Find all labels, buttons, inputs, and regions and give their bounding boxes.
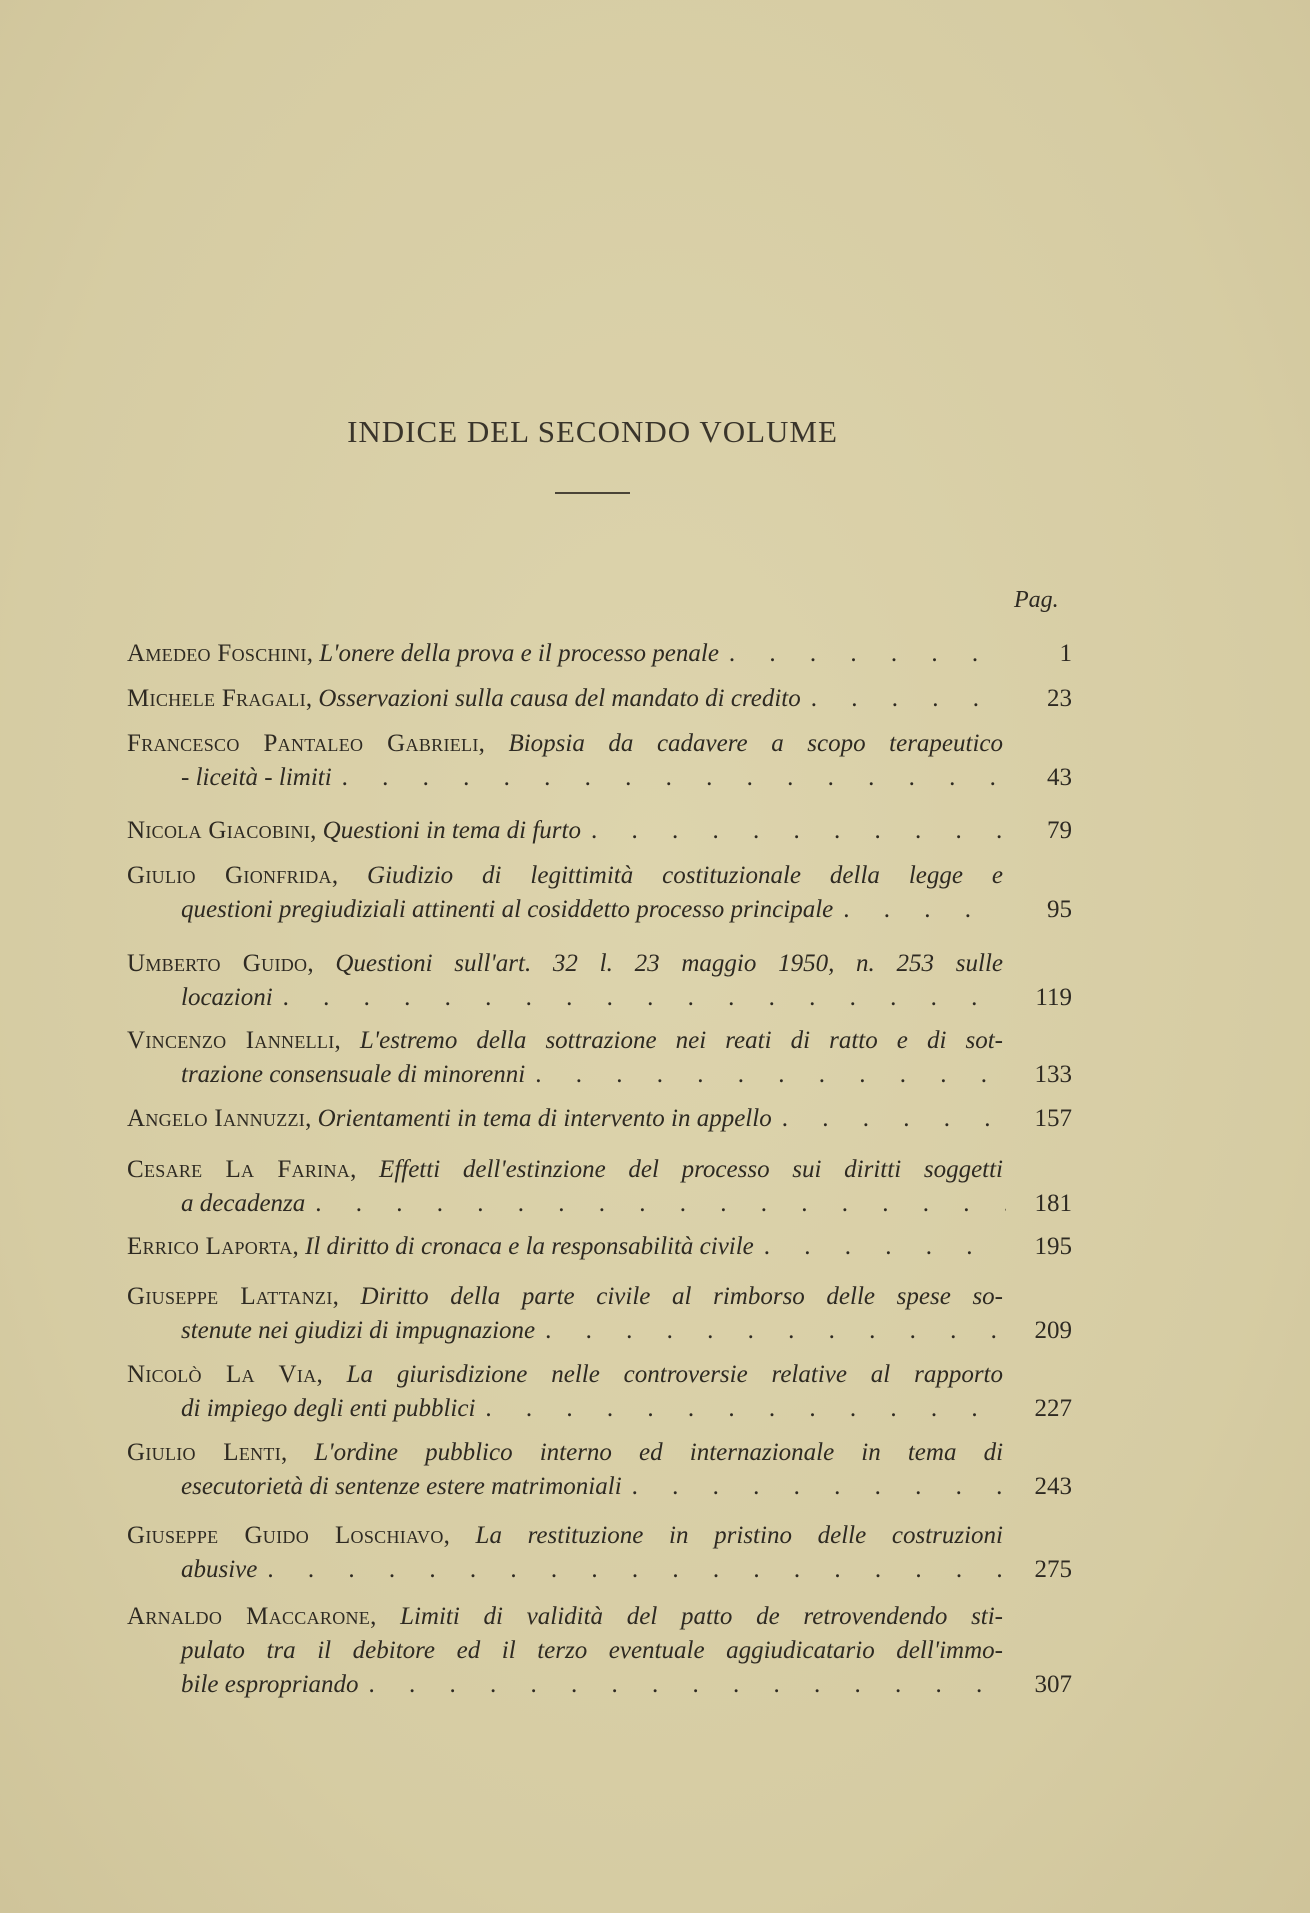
toc-entry — [127, 1600, 1072, 1702]
toc-line-text — [181, 1314, 535, 1348]
toc-entry — [127, 637, 1072, 671]
entry-page-number: 1 — [1059, 640, 1072, 667]
toc-line-text — [181, 1553, 257, 1587]
entry-author: Giulio Gionfrida — [127, 862, 332, 889]
entry-title: L'estremo della sottrazione nei reati di ratto e di sot- — [359, 1027, 1003, 1054]
entry-title: Diritto della parte civile al rimborso delle spese so- — [360, 1283, 1004, 1310]
entry-title: Orientamenti in tema di intervento in appello — [317, 1105, 772, 1132]
dot-leader — [485, 1392, 1006, 1426]
toc-line-text — [181, 761, 332, 795]
dot-leader — [843, 893, 1006, 927]
entry-page-number: 227 — [1034, 1395, 1072, 1422]
toc-line-text — [181, 1668, 359, 1702]
entry-author: Umberto Guido — [127, 950, 308, 977]
entry-author: Giuseppe Guido Loschiavo — [127, 1522, 444, 1549]
entry-author: Vincenzo Iannelli — [127, 1027, 335, 1054]
entry-author: Cesare La Farina — [127, 1156, 351, 1183]
dot-leader — [591, 814, 1006, 848]
toc-line-text — [181, 1187, 305, 1221]
toc-entry — [127, 682, 1072, 716]
entry-title: pulato tra il debitore ed il terzo eventuale aggiudicatario dell'immo- — [181, 1637, 1003, 1664]
dot-leader — [632, 1470, 1006, 1504]
entry-author: Angelo Iannuzzi — [127, 1105, 306, 1132]
entry-title: abusive — [181, 1556, 258, 1583]
entry-page-number: 275 — [1034, 1556, 1072, 1583]
toc-line-text: Michele Fragali, Osservazioni sulla causa del mandato di credito — [127, 685, 801, 712]
toc-line-text: Nicolò La Via, La giurisdizione nelle controversie relative al rapporto — [127, 1361, 1003, 1388]
toc-entry — [127, 1358, 1072, 1426]
entry-page-number: 119 — [1035, 984, 1072, 1011]
toc-line-text: Errico Laporta, Il diritto di cronaca e la responsabilità civile — [127, 1233, 754, 1260]
dot-leader — [369, 1668, 1006, 1702]
dot-leader — [782, 1102, 1006, 1136]
entry-page-number: 43 — [1047, 764, 1072, 791]
toc-line — [127, 1358, 1003, 1392]
entry-title: La giurisdizione nelle controversie relative al rapporto — [346, 1361, 1003, 1388]
toc-line — [127, 814, 1072, 848]
dot-leader — [267, 1553, 1006, 1587]
page-title: INDICE DEL SECONDO VOLUME — [347, 414, 838, 449]
toc-line-text: Giulio Gionfrida, Giudizio di legittimità costituzionale della legge e — [127, 862, 1004, 889]
toc-line — [127, 1314, 1072, 1348]
toc-line-text: Francesco Pantaleo Gabrieli, Biopsia da cadavere a scopo terapeutico — [127, 730, 1004, 757]
toc-line — [127, 1519, 1003, 1553]
toc-line — [127, 1024, 1003, 1058]
toc-entry — [127, 1024, 1072, 1092]
entry-page-number: 195 — [1034, 1233, 1072, 1260]
toc-line — [127, 727, 1003, 761]
toc-line-text — [181, 1058, 525, 1092]
toc-line — [127, 1392, 1072, 1426]
entry-author: Errico Laporta — [127, 1233, 293, 1260]
entry-author: Arnaldo Maccarone — [127, 1603, 371, 1630]
entry-title: stenute nei giudizi di impugnazione — [181, 1317, 536, 1344]
entry-author: Amedeo Foschini — [127, 640, 307, 667]
entry-page-number: 23 — [1047, 685, 1072, 712]
toc-line — [127, 1153, 1003, 1187]
dot-leader — [764, 1230, 1006, 1264]
entry-author: Francesco Pantaleo Gabrieli — [127, 730, 479, 757]
entry-title: Biopsia da cadavere a scopo terapeutico — [508, 730, 1004, 757]
entry-title: Questioni in tema di furto — [322, 817, 581, 844]
toc-line — [127, 637, 1072, 671]
entry-page-number: 307 — [1034, 1671, 1072, 1698]
toc-line-text: Cesare La Farina, Effetti dell'estinzione del processo sui diritti soggetti — [127, 1156, 1004, 1183]
toc-line — [127, 761, 1072, 795]
toc-entry — [127, 1519, 1072, 1587]
toc-line-text — [181, 1392, 475, 1426]
toc-line-text — [181, 1470, 622, 1504]
entry-page-number: 79 — [1047, 817, 1072, 844]
toc-line — [127, 682, 1072, 716]
entry-title: Il diritto di cronaca e la responsabilità civile — [305, 1233, 754, 1260]
entry-author: Nicolò La Via — [127, 1361, 317, 1388]
toc-line-text: Nicola Giacobini, Questioni in tema di furto — [127, 817, 581, 844]
toc-line-text: Umberto Guido, Questioni sull'art. 32 l. 23 maggio 1950, n. 253 sulle — [127, 950, 1004, 977]
dot-leader — [811, 682, 1006, 716]
toc-line — [127, 1230, 1072, 1264]
toc-line — [127, 981, 1072, 1015]
dot-leader — [729, 637, 1006, 671]
entry-author: Giuseppe Lattanzi — [127, 1283, 333, 1310]
entry-title: Effetti dell'estinzione del processo sui diritti soggetti — [379, 1156, 1004, 1183]
entry-title: Questioni sull'art. 32 l. 23 maggio 1950, n. 253 sulle — [335, 950, 1004, 977]
toc-line — [127, 1280, 1003, 1314]
toc-line-text: Giuseppe Guido Loschiavo, La restituzione in pristino delle costruzioni — [127, 1522, 1003, 1549]
toc-entry — [127, 1436, 1072, 1504]
entry-title: Osservazioni sulla causa del mandato di credito — [318, 685, 801, 712]
dot-leader — [545, 1314, 1006, 1348]
entry-page-number: 209 — [1034, 1317, 1072, 1344]
toc-line — [127, 1102, 1072, 1136]
entry-author: Giulio Lenti — [127, 1439, 282, 1466]
toc-line-text: Vincenzo Iannelli, L'estremo della sottrazione nei reati di ratto e di sot- — [127, 1027, 1003, 1054]
entry-title: esecutorietà di sentenze estere matrimoniali — [181, 1473, 622, 1500]
toc-line-text: Amedeo Foschini, L'onere della prova e il processo penale — [127, 640, 719, 667]
entry-page-number: 243 — [1034, 1473, 1072, 1500]
toc-line — [127, 1553, 1072, 1587]
toc-line — [127, 1436, 1003, 1470]
entry-page-number: 157 — [1034, 1105, 1072, 1132]
entry-title: Limiti di validità del patto de retrovendendo sti- — [400, 1603, 1004, 1630]
toc-line-text — [181, 1637, 1003, 1664]
toc-line — [127, 1058, 1072, 1092]
entry-author: Nicola Giacobini — [127, 817, 311, 844]
toc-line — [127, 859, 1003, 893]
dot-leader — [283, 981, 1006, 1015]
entry-title: trazione consensuale di minorenni — [181, 1061, 526, 1088]
title-divider — [555, 492, 630, 494]
dot-leader — [315, 1187, 1006, 1221]
entry-title: locazioni — [181, 984, 273, 1011]
toc-entry — [127, 1230, 1072, 1264]
toc-entry — [127, 1153, 1072, 1221]
toc-line-text: Angelo Iannuzzi, Orientamenti in tema di intervento in appello — [127, 1105, 772, 1132]
entry-title: L'ordine pubblico interno ed internazionale in tema di — [314, 1439, 1004, 1466]
toc-line-text: Arnaldo Maccarone, Limiti di validità del patto de retrovendendo sti- — [127, 1603, 1004, 1630]
entry-title: a decadenza — [181, 1190, 306, 1217]
entry-title: bile espropriando — [181, 1671, 359, 1698]
toc-entry — [127, 814, 1072, 848]
toc-line-text — [181, 981, 273, 1015]
toc-line — [127, 1668, 1072, 1702]
toc-line — [127, 1634, 1003, 1668]
toc-line — [127, 1600, 1003, 1634]
toc-entry — [127, 1102, 1072, 1136]
toc-line-text — [181, 893, 833, 927]
toc-entry — [127, 859, 1072, 927]
toc-line — [127, 893, 1072, 927]
toc-entry — [127, 1280, 1072, 1348]
entry-title: L'onere della prova e il processo penale — [319, 640, 719, 667]
entry-page-number: 133 — [1034, 1061, 1072, 1088]
entry-page-number: 181 — [1034, 1190, 1072, 1217]
entry-title: La restituzione in pristino delle costruzioni — [475, 1522, 1003, 1549]
entry-title: Giudizio di legittimità costituzionale della legge e — [367, 862, 1004, 889]
toc-line-text: Giuseppe Lattanzi, Diritto della parte civile al rimborso delle spese so- — [127, 1283, 1004, 1310]
dot-leader — [342, 761, 1006, 795]
toc-line — [127, 1470, 1072, 1504]
toc-line — [127, 947, 1003, 981]
toc-line-text: Giulio Lenti, L'ordine pubblico interno ed internazionale in tema di — [127, 1439, 1004, 1466]
toc-line — [127, 1187, 1072, 1221]
toc-entry — [127, 727, 1072, 795]
page-column-label: Pag. — [1014, 587, 1059, 613]
entry-title: di impiego degli enti pubblici — [181, 1395, 476, 1422]
dot-leader — [535, 1058, 1006, 1092]
entry-title: - liceità - limiti — [181, 764, 332, 791]
entry-title: questioni pregiudiziali attinenti al cosiddetto processo principale — [181, 896, 834, 923]
toc-entry — [127, 947, 1072, 1015]
entry-author: Michele Fragali — [127, 685, 306, 712]
entry-page-number: 95 — [1047, 896, 1072, 923]
